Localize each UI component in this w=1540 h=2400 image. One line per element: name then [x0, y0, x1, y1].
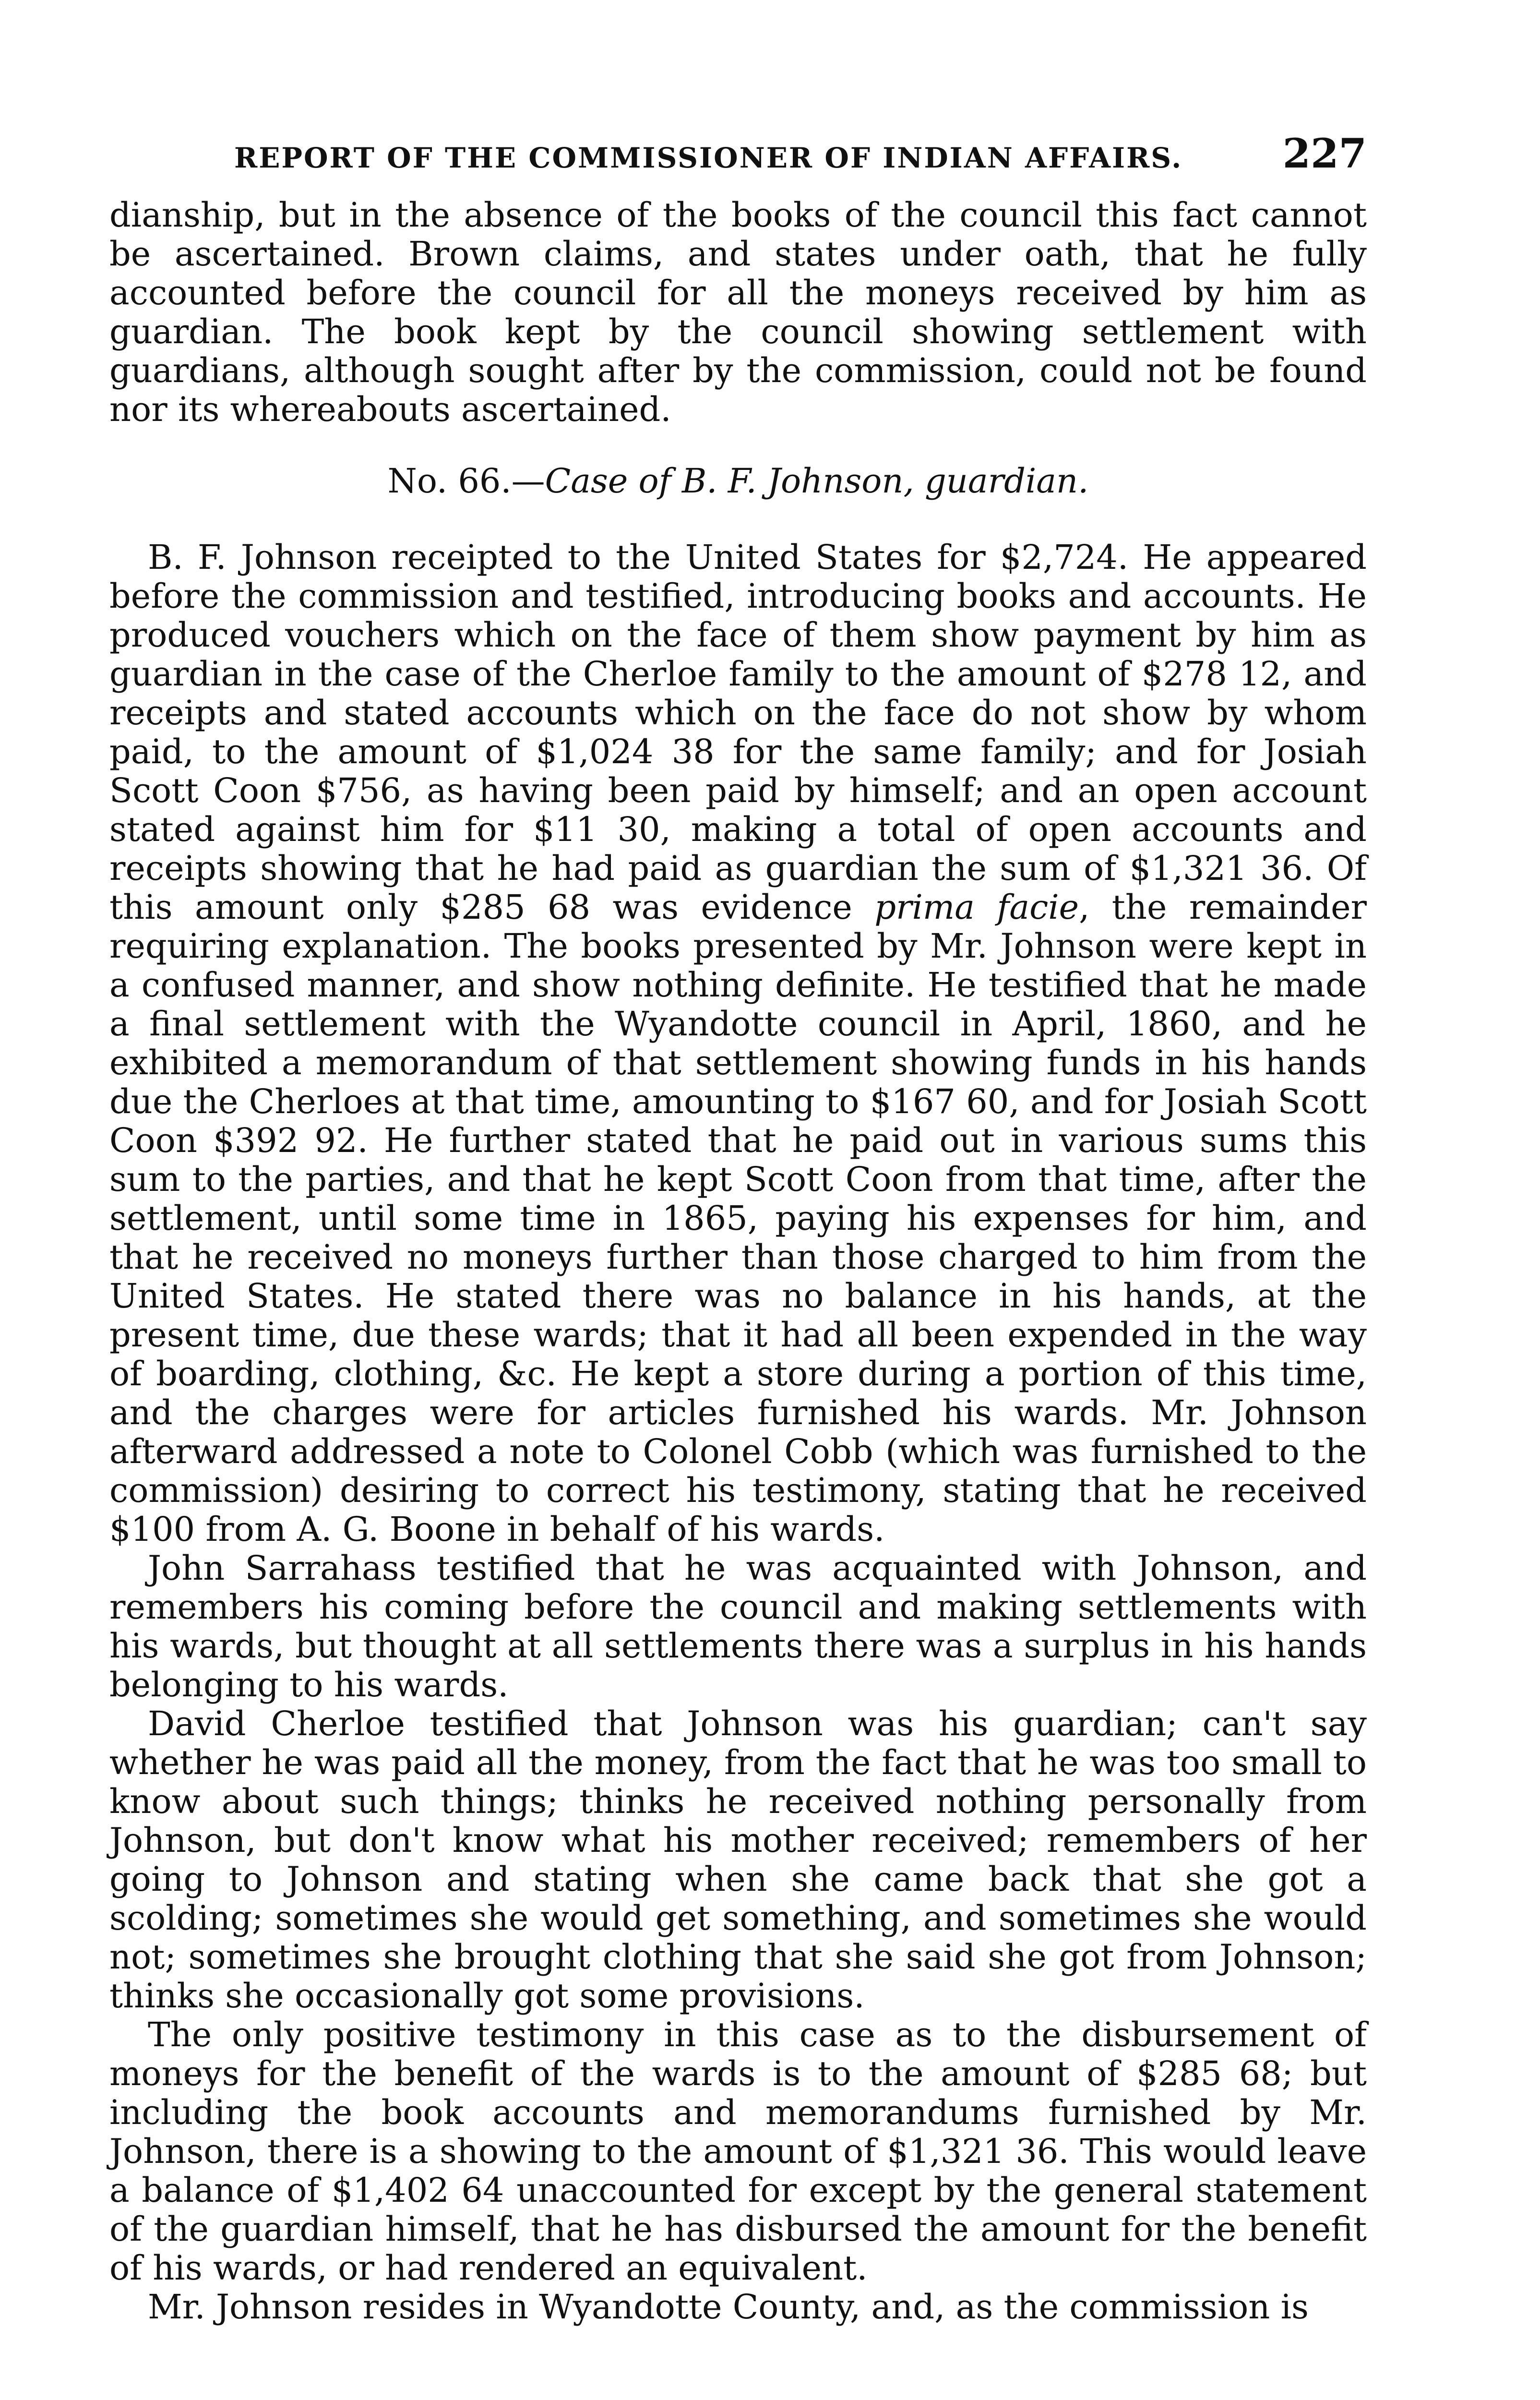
case-name: Case of B. F. Johnson, guardian. [545, 461, 1089, 501]
running-head [234, 130, 1367, 182]
paragraph-cherloe-testimony: David Cherloe testified that Johnson was his guardian; can't say whether he was paid all the money, from the fact that he was too small to know about such things; thinks he received nothing personally from Johnson, but don't know what his mother received; remembers of her going to Johnson and stating when she came back that she got a scolding; sometimes she would get something, and sometimes she would not; sometimes she brought clothing that she said she got from Johnson; thinks she occasionally got some provisions. [109, 1704, 1367, 2016]
page-number: 227 [1282, 130, 1367, 177]
continued-paragraph: dianship, but in the absence of the books of the council this fact cannot be ascertained. Brown claims, and states under oath, that he fully accounted before the council for all the moneys received by him as guardian. The book kept by the council showing settlement with guardians, although sought after by the commission, could not be found nor its whereabouts ascertained. [109, 195, 1367, 429]
case-heading [109, 462, 1367, 501]
running-title: REPORT OF THE COMMISSIONER OF INDIAN AFFAIRS. [234, 142, 1183, 174]
body-text [109, 196, 1367, 2327]
italic-phrase: prima facie [874, 888, 1079, 927]
paragraph-text: , the remainder requiring explanation. The books presented by Mr. Johnson were kept in a confused manner, and show nothing definite. He testified that he made a final settlement with the Wyandotte council in April, 1860, and he exhibited a memorandum of that settlement showing funds in his hands due the Cherloes at that time, amounting to $167 60, and for Josiah Scott Coon $392 92. He further stated that he paid out in various sums this sum to the parties, and that he kept Scott Coon from that time, after the settlement, until some time in 1865, paying his expenses for him, and that he received no moneys further than those charged to him from the United States. He stated there was no balance in his hands, at the present time, due these wards; that it had all been expended in the way of boarding, clothing, &c. He kept a store during a portion of this time, and the charges were for articles furnished his wards. Mr. Johnson afterward addressed a note to Colonel Cobb (which was furnished to the commission) desiring to correct his testimony, stating that he received $100 from A. G. Boone in behalf of his wards. [109, 888, 1367, 1549]
paragraph-residence: Mr. Johnson resides in Wyandotte County, and, as the commission is [148, 2287, 1309, 2327]
paragraph-disbursement-summary: The only positive testimony in this case as to the disbursement of moneys for the benefit of the wards is to the amount of $285 68; but including the book accounts and memorandums furnished by Mr. Johnson, there is a showing to the amount of $1,321 36. This would leave a balance of $1,402 64 unaccounted for except by the general statement of the guardian himself, that he has disbursed the amount for the benefit of his wards, or had rendered an equivalent. [109, 2015, 1367, 2288]
paragraph-sarrahass-testimony: John Sarrahass testified that he was acquainted with Johnson, and remembers his coming before the council and making settlements with his wards, but thought at all settlements there was a surplus in his hands belonging to his wards. [109, 1548, 1367, 1704]
paragraph-johnson-receipt [109, 538, 1367, 1549]
case-number: No. 66.— [387, 461, 545, 501]
paragraph-text: B. F. Johnson receipted to the United States for $2,724. He appeared before the commission and testified, introducing books and accounts. He produced vouchers which on the face of them show payment by him as guardian in the case of the Cherloe family to the amount of $278 12, and receipts and stated accounts which on the face do not show by whom paid, to the amount of $1,024 38 for the same family; and for Josiah Scott Coon $756, as having been paid by himself; and an open account stated against him for $11 30, making a total of open accounts and receipts showing that he had paid as guardian the sum of $1,321 36. Of this amount only $285 68 was evidence [109, 538, 1367, 927]
document-page [109, 130, 1367, 2327]
